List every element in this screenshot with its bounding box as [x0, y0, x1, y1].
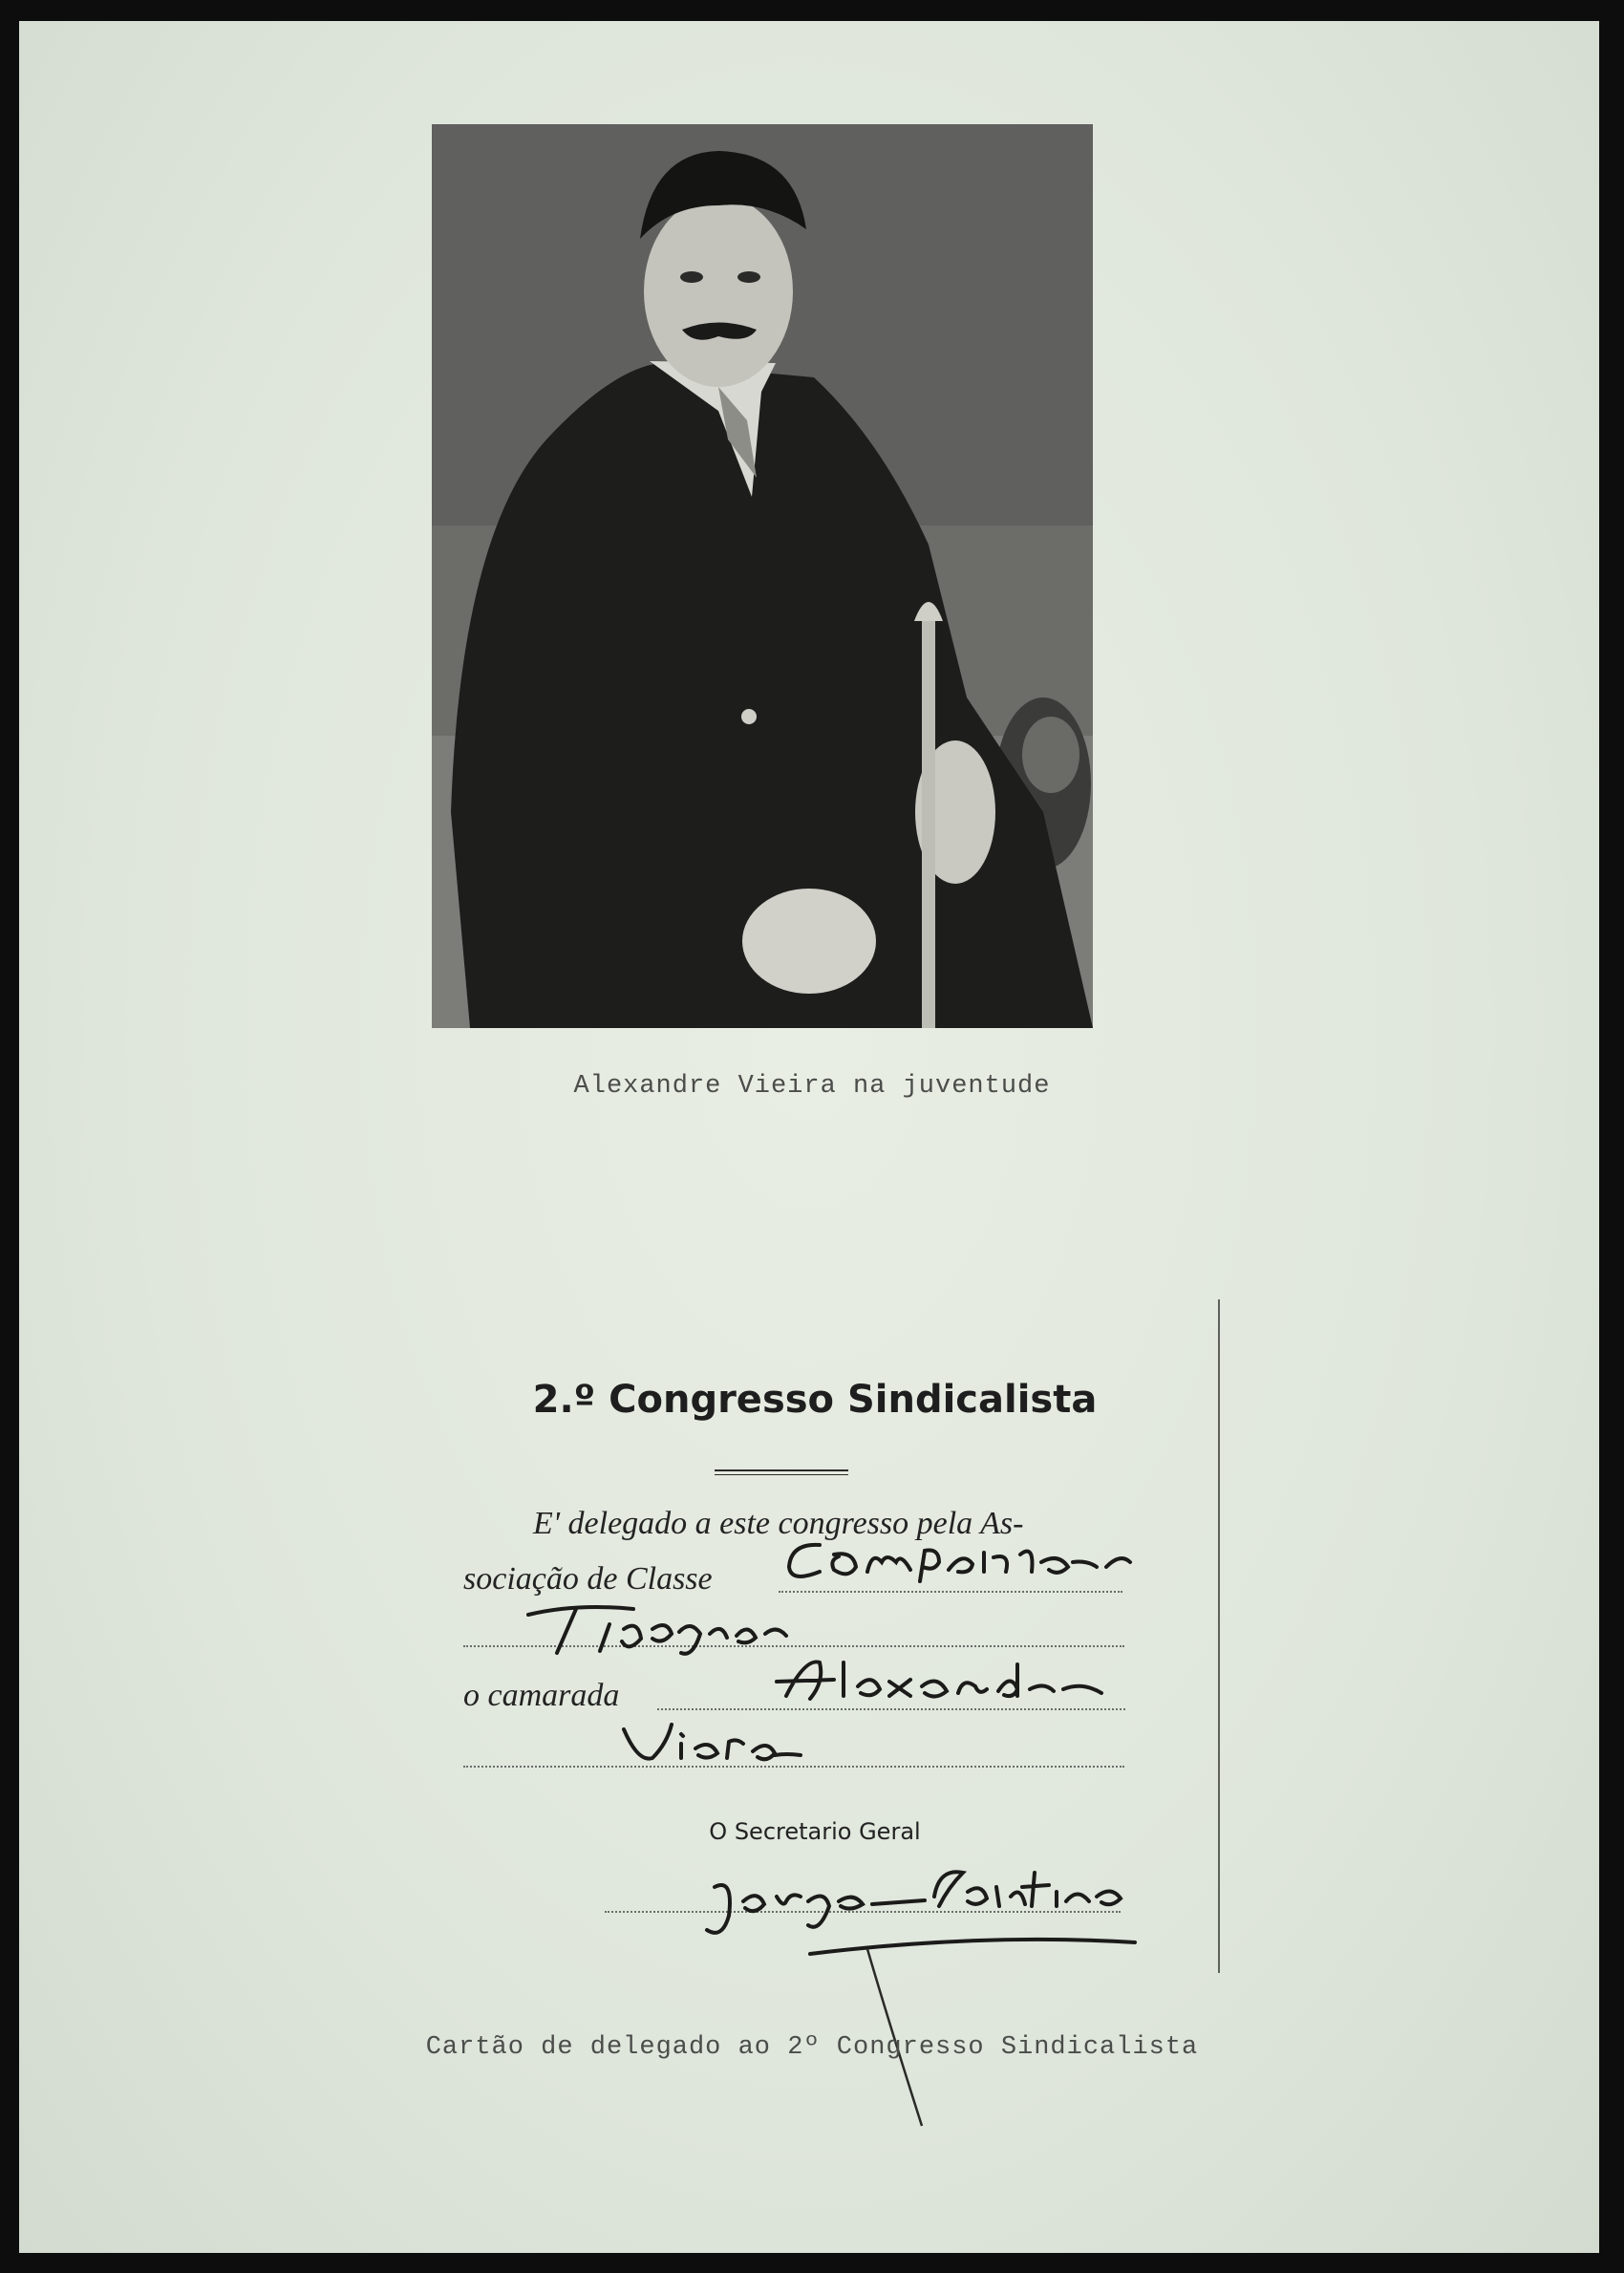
card-line-1: E' delegado a este congresso pela As-: [533, 1506, 1024, 1541]
card-line-2: sociação de Classe: [463, 1561, 713, 1597]
title-divider: [715, 1469, 848, 1471]
title-divider-thin: [715, 1474, 848, 1475]
document-caption: Cartão de delegado ao 2º Congresso Sindicalista: [425, 2033, 1199, 2062]
portrait-photo: [432, 124, 1093, 1028]
card-title: 2.º Congresso Sindicalista: [532, 1378, 1098, 1422]
card-line-3: o camarada: [463, 1678, 620, 1713]
association-dotted-line: [779, 1591, 1122, 1593]
delegate-card: [442, 1299, 1226, 1987]
photo-caption: Alexandre Vieira na juventude: [573, 1072, 1051, 1101]
secretary-label: O Secretario Geral: [709, 1818, 921, 1845]
